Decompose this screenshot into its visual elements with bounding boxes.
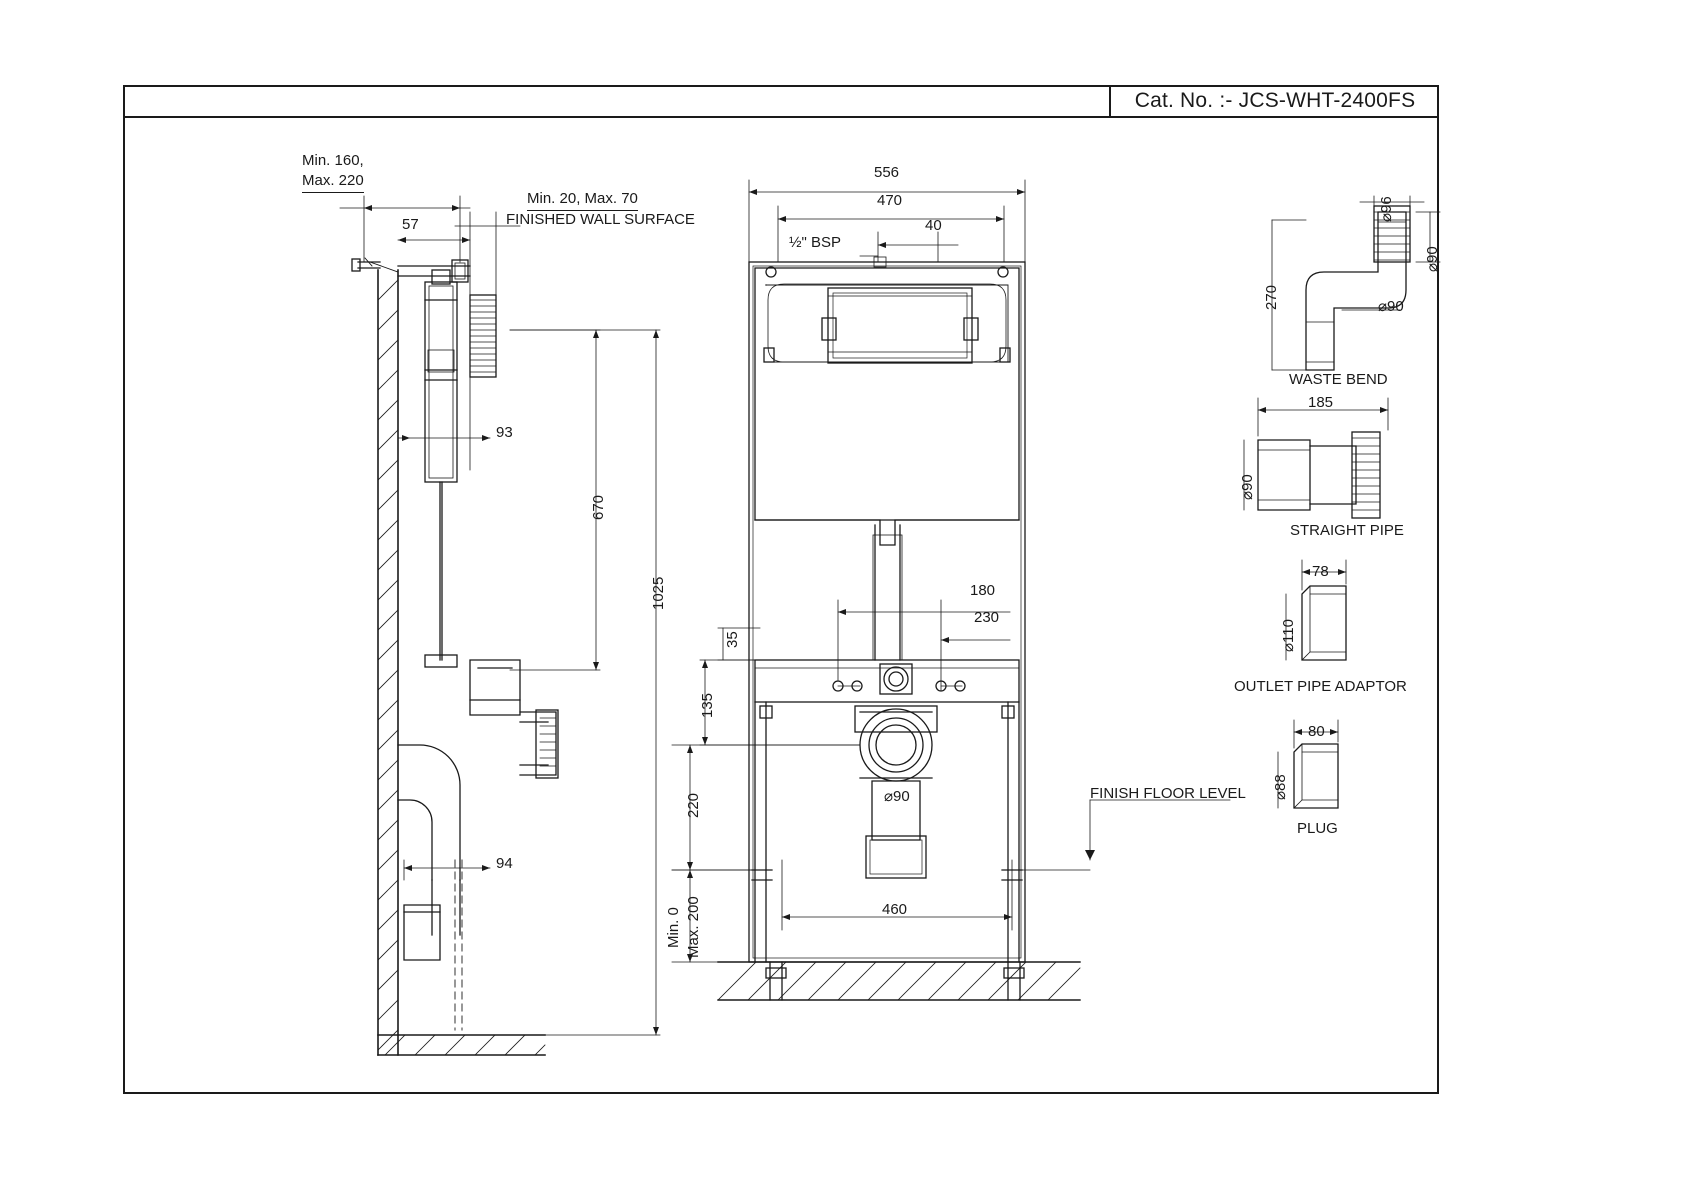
label-dim-556: 556 bbox=[874, 164, 900, 181]
catalog-number-text: Cat. No. :- JCS-WHT-2400FS bbox=[1134, 88, 1416, 112]
label-dim-1025: 1025 bbox=[650, 576, 667, 610]
flush-plate-side bbox=[470, 295, 496, 377]
label-finished-wall-surface: FINISHED WALL SURFACE bbox=[506, 211, 695, 228]
part-name-outlet-pipe-adaptor: OUTLET PIPE ADAPTOR bbox=[1234, 678, 1407, 695]
label-min20-max70: Min. 20, Max. 70 bbox=[527, 190, 638, 211]
label-dim-35: 35 bbox=[724, 631, 741, 648]
label-bsp: ½" BSP bbox=[789, 234, 842, 251]
label-dia-110: ⌀110 bbox=[1280, 619, 1297, 652]
part-waste-bend-geometry bbox=[1306, 206, 1410, 370]
label-dim-93: 93 bbox=[496, 424, 513, 441]
label-dim-78: 78 bbox=[1312, 563, 1329, 580]
label-max220: Max. 220 bbox=[302, 172, 364, 193]
label-dim-670: 670 bbox=[590, 494, 607, 520]
label-dim-40: 40 bbox=[925, 217, 942, 234]
dim-93 bbox=[398, 300, 490, 470]
label-dia-90-straight: ⌀90 bbox=[1239, 474, 1256, 500]
hidden-lines-side bbox=[455, 860, 462, 1030]
label-dim-230: 230 bbox=[974, 609, 1000, 626]
part-name-waste-bend: WASTE BEND bbox=[1289, 371, 1388, 388]
part-name-plug: PLUG bbox=[1297, 820, 1338, 837]
part-straight-pipe-geometry bbox=[1258, 432, 1380, 518]
label-finish-floor-level: FINISH FLOOR LEVEL bbox=[1090, 785, 1246, 802]
frame-front bbox=[749, 262, 1025, 1000]
label-dia-90-bottom: ⌀90 bbox=[1378, 298, 1404, 315]
dim-94 bbox=[404, 860, 490, 880]
label-dim-185: 185 bbox=[1308, 394, 1334, 411]
dim-57 bbox=[398, 237, 470, 243]
part-name-straight-pipe: STRAIGHT PIPE bbox=[1290, 522, 1404, 539]
waste-bend-dimensions bbox=[1272, 196, 1440, 370]
label-dim-94: 94 bbox=[496, 855, 513, 872]
label-dim-220: 220 bbox=[685, 792, 702, 818]
cistern-side-body bbox=[352, 259, 470, 667]
label-dim-80: 80 bbox=[1308, 723, 1325, 740]
label-max-200: Max. 200 bbox=[685, 896, 702, 958]
label-min160: Min. 160, bbox=[302, 152, 364, 169]
label-dia-88: ⌀88 bbox=[1272, 774, 1289, 800]
waste-bend-side bbox=[398, 745, 460, 960]
label-dim-180: 180 bbox=[970, 582, 996, 599]
part-outlet-adaptor-geometry bbox=[1302, 586, 1346, 660]
label-dim-135: 135 bbox=[699, 692, 716, 718]
label-dim-470: 470 bbox=[877, 192, 903, 209]
label-min-0: Min. 0 bbox=[665, 907, 682, 948]
label-dim-270: 270 bbox=[1263, 284, 1280, 310]
label-dia-90-right: ⌀90 bbox=[1424, 246, 1441, 272]
label-dia-96: ⌀96 bbox=[1378, 196, 1395, 222]
label-dim-460: 460 bbox=[882, 901, 908, 918]
front-dimensions bbox=[672, 180, 1230, 962]
label-dim-57: 57 bbox=[402, 216, 419, 233]
outlet-pipe-side bbox=[470, 660, 558, 778]
label-dia-90-outlet: ⌀90 bbox=[884, 788, 910, 805]
part-plug-geometry bbox=[1294, 744, 1338, 808]
dim-670 bbox=[510, 330, 600, 670]
